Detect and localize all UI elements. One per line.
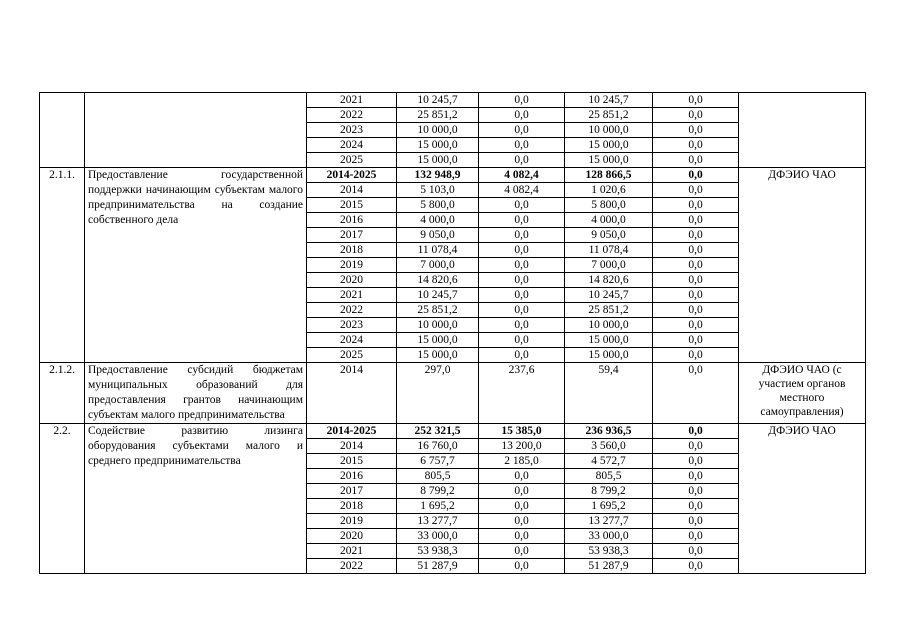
local-cell: 0,0 [653,273,739,288]
year-cell: 2023 [307,318,397,333]
federal-cell: 4 082,4 [479,183,565,198]
federal-cell: 0,0 [479,559,565,574]
total-cell: 4 000,0 [397,213,479,228]
federal-cell: 0,0 [479,198,565,213]
regional-cell: 15 000,0 [565,138,653,153]
year-cell: 2017 [307,484,397,499]
federal-cell: 15 385,0 [479,424,565,439]
total-cell: 132 948,9 [397,168,479,183]
federal-cell: 0,0 [479,108,565,123]
local-cell: 0,0 [653,484,739,499]
responsible-executor: ДФЭИО ЧАО [739,168,866,363]
federal-cell: 237,6 [479,363,565,424]
regional-cell: 4 000,0 [565,213,653,228]
regional-cell: 5 800,0 [565,198,653,213]
item-number: 2.1.1. [40,168,85,363]
total-cell: 10 000,0 [397,318,479,333]
local-cell: 0,0 [653,469,739,484]
total-cell: 15 000,0 [397,333,479,348]
local-cell: 0,0 [653,544,739,559]
year-cell: 2014-2025 [307,168,397,183]
year-cell: 2025 [307,153,397,168]
total-cell: 10 245,7 [397,288,479,303]
regional-cell: 15 000,0 [565,348,653,363]
responsible-executor [739,93,866,168]
regional-cell: 59,4 [565,363,653,424]
local-cell: 0,0 [653,123,739,138]
federal-cell: 0,0 [479,544,565,559]
federal-cell: 0,0 [479,288,565,303]
total-cell: 8 799,2 [397,484,479,499]
item-number: 2.1.2. [40,363,85,424]
program-funding-table [39,92,866,574]
regional-cell: 25 851,2 [565,303,653,318]
federal-cell: 0,0 [479,529,565,544]
item-name: Предоставление государственной поддержки начинающим субъектам малого предпринимательства на создание собственного дела [85,168,307,363]
year-cell: 2016 [307,469,397,484]
total-cell: 15 000,0 [397,138,479,153]
federal-cell: 0,0 [479,333,565,348]
total-cell: 252 321,5 [397,424,479,439]
regional-cell: 10 000,0 [565,123,653,138]
regional-cell: 805,5 [565,469,653,484]
federal-cell: 0,0 [479,514,565,529]
total-cell: 9 050,0 [397,228,479,243]
local-cell: 0,0 [653,93,739,108]
regional-cell: 14 820,6 [565,273,653,288]
regional-cell: 25 851,2 [565,108,653,123]
total-cell: 33 000,0 [397,529,479,544]
year-cell: 2021 [307,288,397,303]
regional-cell: 7 000,0 [565,258,653,273]
total-cell: 5 103,0 [397,183,479,198]
regional-cell: 1 020,6 [565,183,653,198]
federal-cell: 0,0 [479,273,565,288]
federal-cell: 0,0 [479,228,565,243]
federal-cell: 0,0 [479,243,565,258]
total-cell: 25 851,2 [397,303,479,318]
regional-cell: 10 245,7 [565,288,653,303]
year-cell: 2016 [307,213,397,228]
regional-cell: 128 866,5 [565,168,653,183]
federal-cell: 0,0 [479,499,565,514]
local-cell: 0,0 [653,288,739,303]
local-cell: 0,0 [653,439,739,454]
federal-cell: 2 185,0 [479,454,565,469]
table-row [40,168,866,183]
regional-cell: 4 572,7 [565,454,653,469]
federal-cell: 0,0 [479,138,565,153]
year-cell: 2014 [307,183,397,198]
local-cell: 0,0 [653,318,739,333]
year-cell: 2020 [307,273,397,288]
local-cell: 0,0 [653,363,739,424]
regional-cell: 11 078,4 [565,243,653,258]
total-cell: 53 938,3 [397,544,479,559]
regional-cell: 3 560,0 [565,439,653,454]
total-cell: 6 757,7 [397,454,479,469]
local-cell: 0,0 [653,108,739,123]
regional-cell: 10 245,7 [565,93,653,108]
federal-cell: 0,0 [479,153,565,168]
local-cell: 0,0 [653,258,739,273]
total-cell: 5 800,0 [397,198,479,213]
total-cell: 15 000,0 [397,348,479,363]
responsible-executor: ДФЭИО ЧАО (с участием органов местного самоуправления) [739,363,866,424]
regional-cell: 236 936,5 [565,424,653,439]
total-cell: 297,0 [397,363,479,424]
local-cell: 0,0 [653,333,739,348]
year-cell: 2019 [307,258,397,273]
year-cell: 2015 [307,198,397,213]
year-cell: 2022 [307,559,397,574]
total-cell: 15 000,0 [397,153,479,168]
local-cell: 0,0 [653,168,739,183]
local-cell: 0,0 [653,348,739,363]
year-cell: 2014 [307,363,397,424]
year-cell: 2022 [307,303,397,318]
local-cell: 0,0 [653,138,739,153]
local-cell: 0,0 [653,499,739,514]
regional-cell: 1 695,2 [565,499,653,514]
local-cell: 0,0 [653,213,739,228]
table-row [40,363,866,424]
year-cell: 2014-2025 [307,424,397,439]
federal-cell: 0,0 [479,303,565,318]
total-cell: 13 277,7 [397,514,479,529]
item-name: Содействие развитию лизинга оборудования субъектами малого и среднего предпринимательства [85,424,307,574]
regional-cell: 10 000,0 [565,318,653,333]
table-row [40,424,866,439]
year-cell: 2014 [307,439,397,454]
total-cell: 805,5 [397,469,479,484]
federal-cell: 0,0 [479,469,565,484]
local-cell: 0,0 [653,243,739,258]
regional-cell: 33 000,0 [565,529,653,544]
year-cell: 2017 [307,228,397,243]
year-cell: 2018 [307,243,397,258]
year-cell: 2020 [307,529,397,544]
local-cell: 0,0 [653,529,739,544]
regional-cell: 9 050,0 [565,228,653,243]
local-cell: 0,0 [653,303,739,318]
year-cell: 2021 [307,93,397,108]
total-cell: 7 000,0 [397,258,479,273]
federal-cell: 4 082,4 [479,168,565,183]
item-number: 2.2. [40,424,85,574]
federal-cell: 0,0 [479,93,565,108]
year-cell: 2018 [307,499,397,514]
year-cell: 2019 [307,514,397,529]
year-cell: 2023 [307,123,397,138]
item-name [85,93,307,168]
federal-cell: 0,0 [479,213,565,228]
regional-cell: 13 277,7 [565,514,653,529]
local-cell: 0,0 [653,514,739,529]
item-number [40,93,85,168]
year-cell: 2021 [307,544,397,559]
total-cell: 11 078,4 [397,243,479,258]
table-row [40,93,866,108]
regional-cell: 15 000,0 [565,153,653,168]
federal-cell: 0,0 [479,484,565,499]
total-cell: 51 287,9 [397,559,479,574]
total-cell: 10 000,0 [397,123,479,138]
federal-cell: 0,0 [479,318,565,333]
local-cell: 0,0 [653,198,739,213]
local-cell: 0,0 [653,559,739,574]
total-cell: 10 245,7 [397,93,479,108]
year-cell: 2022 [307,108,397,123]
item-name: Предоставление субсидий бюджетам муниципальных образований для предоставления грантов начинающим субъектам малого предпринимательства [85,363,307,424]
federal-cell: 13 200,0 [479,439,565,454]
year-cell: 2024 [307,138,397,153]
responsible-executor: ДФЭИО ЧАО [739,424,866,574]
local-cell: 0,0 [653,424,739,439]
federal-cell: 0,0 [479,258,565,273]
regional-cell: 53 938,3 [565,544,653,559]
total-cell: 16 760,0 [397,439,479,454]
year-cell: 2024 [307,333,397,348]
regional-cell: 15 000,0 [565,333,653,348]
local-cell: 0,0 [653,228,739,243]
total-cell: 1 695,2 [397,499,479,514]
total-cell: 14 820,6 [397,273,479,288]
total-cell: 25 851,2 [397,108,479,123]
regional-cell: 51 287,9 [565,559,653,574]
local-cell: 0,0 [653,454,739,469]
federal-cell: 0,0 [479,348,565,363]
local-cell: 0,0 [653,153,739,168]
year-cell: 2025 [307,348,397,363]
year-cell: 2015 [307,454,397,469]
federal-cell: 0,0 [479,123,565,138]
regional-cell: 8 799,2 [565,484,653,499]
local-cell: 0,0 [653,183,739,198]
table-body [40,93,866,574]
